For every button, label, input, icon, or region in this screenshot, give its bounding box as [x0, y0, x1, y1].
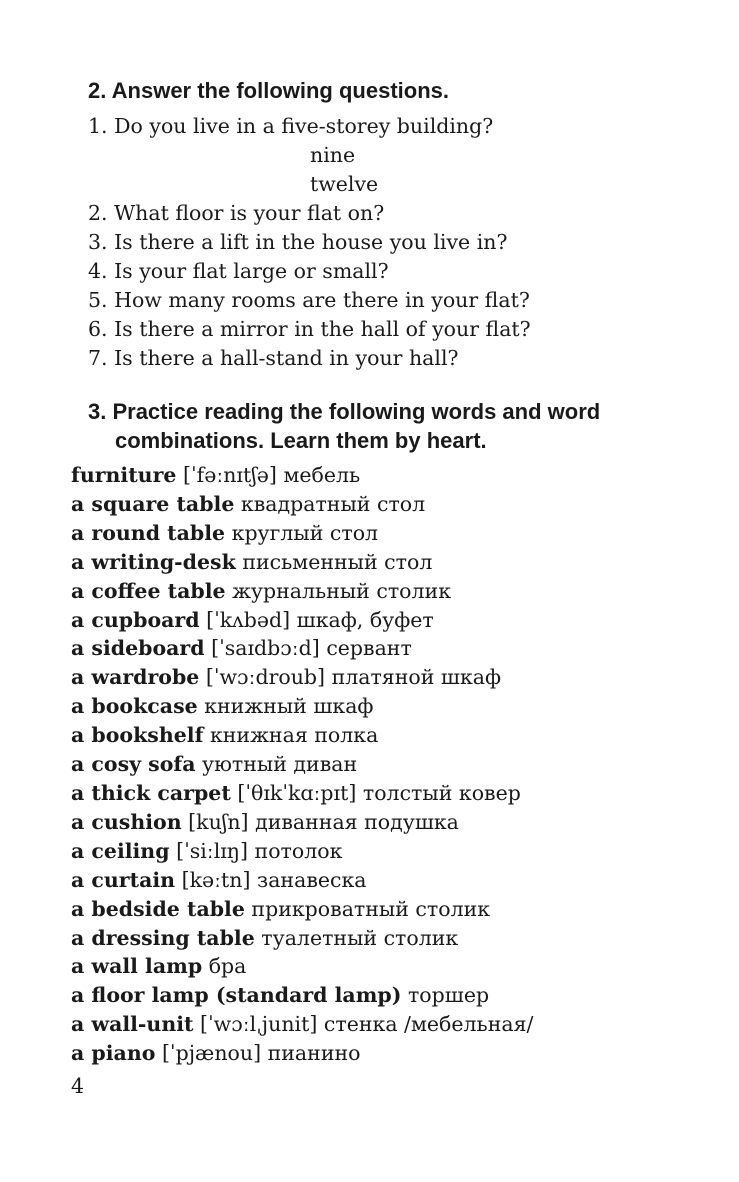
vocab-term: a cupboard: [71, 607, 200, 632]
vocab-translation: журнальный столик: [232, 578, 452, 603]
vocab-term: furniture: [71, 463, 177, 487]
vocab-entry: [71, 577, 533, 606]
vocab-translation: книжный шкаф: [204, 694, 374, 719]
vocab-translation: письменный стол: [242, 549, 433, 574]
vocab-entry: [71, 924, 533, 953]
vocab-translation: потолок: [254, 838, 343, 863]
question-alternative: twelve: [310, 172, 379, 196]
vocab-term: a wall lamp: [71, 954, 203, 979]
vocab-transcription: [ˈkʌbəd]: [206, 607, 291, 632]
vocab-term: a bedside table: [71, 896, 245, 921]
vocab-entry: [71, 952, 533, 981]
vocab-transcription: [kəːtn]: [181, 867, 251, 892]
vocab-transcription: [ˈfəːnɪtʃə]: [182, 463, 277, 487]
question-item: 1. Do you live in a five-storey building?: [88, 114, 494, 138]
vocab-entry: [71, 634, 533, 663]
vocab-translation: занавеска: [257, 867, 367, 892]
vocab-transcription: [ˈpjænou]: [161, 1041, 262, 1066]
vocab-term: a cushion: [71, 809, 182, 834]
vocab-entry: [71, 866, 533, 895]
vocab-translation: диванная подушка: [255, 809, 459, 834]
vocab-term: a bookshelf: [71, 723, 204, 748]
vocab-translation: бра: [208, 954, 247, 979]
vocab-translation: прикроватный столик: [251, 896, 491, 921]
vocab-term: a wardrobe: [71, 665, 200, 690]
section-3-heading: [88, 397, 708, 455]
vocab-entry: [71, 1010, 533, 1039]
question-item: 2. What floor is your flat on?: [88, 201, 385, 225]
vocab-translation: толстый ковер: [362, 780, 521, 805]
vocab-term: a ceiling: [71, 838, 170, 863]
vocab-term: a writing-desk: [71, 549, 236, 574]
section-3-heading-line2: combinations. Learn them by heart.: [115, 428, 487, 453]
vocab-term: a sideboard: [71, 636, 205, 661]
vocab-entry: [71, 721, 533, 750]
vocab-entry: [71, 750, 533, 779]
vocab-transcription: [ˈsaɪdbɔːd]: [211, 636, 320, 661]
question-alternative: nine: [310, 143, 356, 167]
page-number: 4: [71, 1074, 85, 1098]
question-item: 4. Is your flat large or small?: [88, 259, 389, 283]
section-3-heading-line1: 3. Practice reading the following words and word: [88, 399, 601, 424]
vocab-entry: [71, 837, 533, 866]
vocab-entry: [71, 548, 533, 577]
vocab-translation: круглый стол: [231, 520, 379, 545]
vocab-translation: шкаф, буфет: [296, 607, 434, 632]
section-2-heading: 2. Answer the following questions.: [88, 78, 449, 103]
vocab-translation: квадратный стол: [240, 491, 426, 516]
questions-list: [88, 112, 531, 373]
vocab-transcription: [kuʃn]: [188, 809, 249, 834]
vocab-entry: [71, 490, 533, 519]
vocab-term: a cosy sofa: [71, 752, 196, 777]
vocab-translation: уютный диван: [202, 752, 358, 777]
vocab-term: a thick carpet: [71, 780, 231, 805]
vocab-transcription: [ˈwɔːdroub]: [205, 665, 326, 690]
vocab-entry: [71, 981, 533, 1010]
vocab-term: a square table: [71, 491, 235, 516]
vocab-term: a floor lamp (standard lamp): [71, 983, 402, 1008]
vocab-translation: мебель: [283, 463, 361, 487]
question-item: 6. Is there a mirror in the hall of your flat?: [88, 317, 531, 341]
vocab-translation: пианино: [267, 1041, 361, 1066]
vocab-term: a bookcase: [71, 694, 198, 719]
vocab-transcription: [ˈθɪkˈkɑːpɪt]: [237, 780, 357, 805]
vocab-entry: [71, 461, 533, 490]
vocab-entry: [71, 895, 533, 924]
question-item: 7. Is there a hall-stand in your hall?: [88, 346, 459, 370]
vocab-entry: [71, 1039, 533, 1068]
vocab-entry: [71, 779, 533, 808]
vocabulary-list: [71, 461, 533, 1068]
vocab-entry: [71, 606, 533, 635]
vocab-translation: сервант: [326, 636, 412, 661]
vocab-entry: [71, 808, 533, 837]
vocab-translation: книжная полка: [209, 723, 379, 748]
vocab-term: a wall-unit: [71, 1012, 194, 1037]
vocab-translation: платяной шкаф: [331, 665, 502, 690]
vocab-entry: [71, 692, 533, 721]
vocab-term: a round table: [71, 520, 226, 545]
vocab-term: a dressing table: [71, 925, 255, 950]
vocab-translation: стенка /мебельная/: [323, 1012, 534, 1037]
vocab-transcription: [ˈsiːlɪŋ]: [176, 838, 249, 863]
question-item: 3. Is there a lift in the house you live in?: [88, 230, 508, 254]
vocab-term: a piano: [71, 1041, 156, 1066]
vocab-translation: торшер: [407, 983, 490, 1008]
vocab-transcription: [ˈwɔːlˌjunit]: [200, 1012, 318, 1037]
question-item: 5. How many rooms are there in your flat?: [88, 288, 530, 312]
vocab-entry: [71, 519, 533, 548]
vocab-entry: [71, 663, 533, 692]
vocab-term: a curtain: [71, 867, 176, 892]
vocab-translation: туалетный столик: [261, 925, 459, 950]
vocab-term: a coffee table: [71, 578, 226, 603]
